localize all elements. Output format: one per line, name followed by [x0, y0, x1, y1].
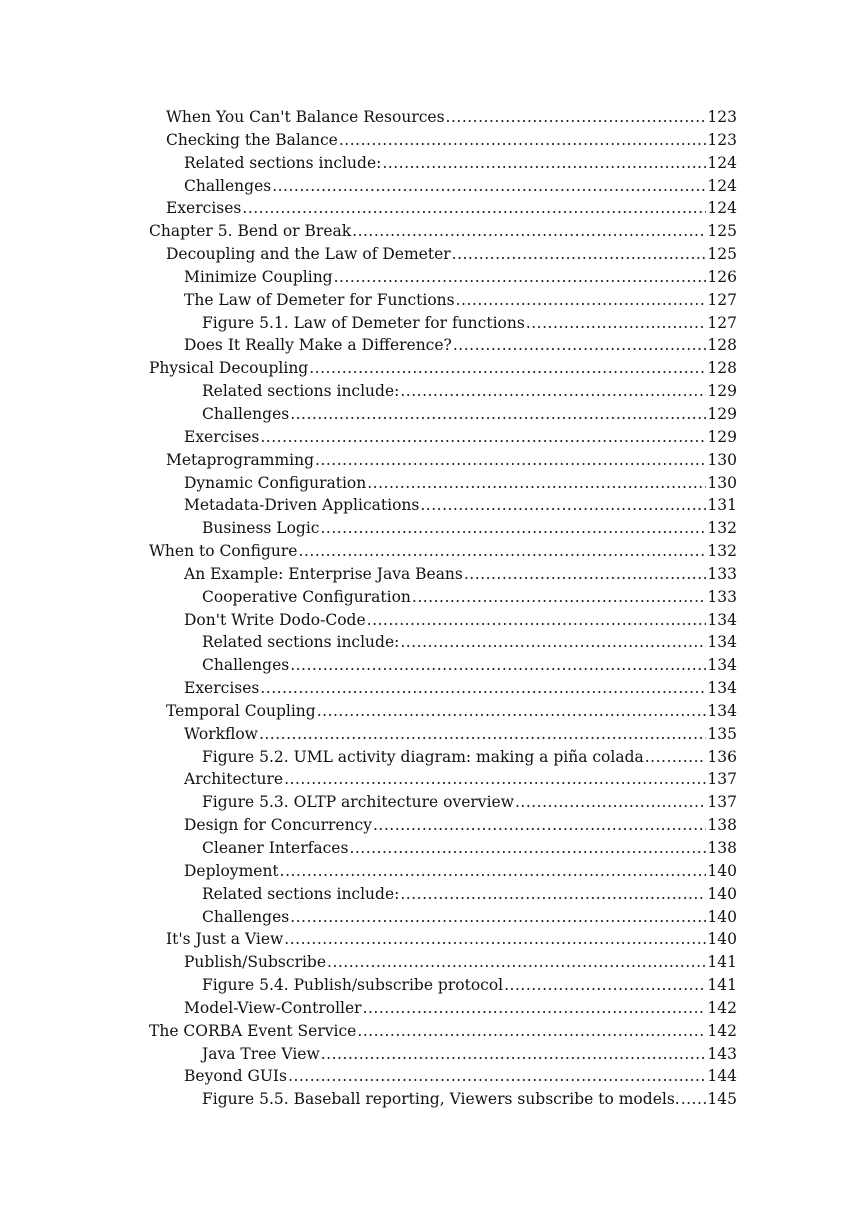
toc-entry-title: When You Can't Balance Resources [166, 108, 445, 126]
toc-entry[interactable] [149, 860, 737, 883]
toc-entry-page-number: 124 [707, 153, 737, 172]
toc-entry-title: Challenges [202, 404, 290, 423]
toc-entry[interactable] [149, 723, 737, 746]
toc-entry[interactable] [149, 312, 737, 335]
toc-entry-title: The CORBA Event Service [149, 1021, 357, 1040]
toc-entry-title: Beyond GUIs [184, 1067, 288, 1086]
toc-entry[interactable] [149, 357, 737, 380]
toc-entry-title: Does It Really Make a Difference? [184, 336, 452, 355]
toc-entry[interactable] [149, 746, 737, 769]
dot-leader [400, 631, 706, 654]
toc-entry[interactable] [149, 883, 737, 906]
toc-entry[interactable] [149, 1020, 737, 1043]
toc-entry[interactable] [149, 1088, 737, 1111]
toc-entry-title: Design for Concurrency [184, 816, 372, 835]
toc-entry-title: Figure 5.1. Law of Demeter for functions [202, 313, 525, 332]
toc-entry-title: It's Just a View [166, 930, 284, 949]
dot-leader [272, 175, 706, 198]
toc-entry-title: Figure 5.2. UML activity diagram: making a piña colada [202, 747, 644, 766]
toc-entry[interactable] [149, 266, 737, 289]
toc-entry-title: Related sections include: [202, 884, 400, 903]
toc-entry-page-number: 133 [707, 564, 737, 583]
toc-entry-title: Challenges [202, 656, 290, 675]
toc-entry[interactable] [149, 791, 737, 814]
toc-entry[interactable] [149, 586, 737, 609]
toc-entry-page-number: 131 [707, 496, 737, 515]
toc-entry[interactable] [149, 654, 737, 677]
toc-entry[interactable] [149, 974, 737, 997]
dot-leader [357, 1020, 706, 1043]
toc-entry-title: When to Configure [149, 542, 298, 561]
toc-entry[interactable] [149, 700, 737, 723]
toc-entry-title: Java Tree View [202, 1044, 320, 1063]
dot-leader [367, 472, 706, 495]
dot-leader [453, 334, 707, 357]
toc-entry-title: Cooperative Configuration [202, 587, 411, 606]
toc-entry[interactable] [149, 243, 737, 266]
toc-entry[interactable] [149, 220, 737, 243]
toc-entry[interactable] [149, 906, 737, 929]
toc-entry-title: Figure 5.3. OLTP architecture overview [202, 793, 514, 812]
toc-entry[interactable] [149, 1043, 737, 1066]
toc-entry[interactable] [149, 152, 737, 175]
toc-entry-page-number: 129 [707, 382, 737, 401]
toc-entry-title: Cleaner Interfaces [202, 839, 349, 857]
dot-leader [456, 289, 707, 312]
dot-leader [280, 860, 707, 883]
toc-entry-page-number: 134 [707, 656, 737, 675]
dot-leader [290, 906, 706, 929]
toc-entry-title: Exercises [184, 427, 260, 446]
toc-entry-page-number: 140 [707, 930, 737, 949]
toc-entry-title: Minimize Coupling [184, 267, 333, 286]
toc-entry-title: Deployment [184, 861, 279, 880]
dot-leader [400, 883, 706, 906]
toc-entry-page-number: 140 [707, 884, 737, 903]
toc-entry-page-number: 137 [707, 770, 737, 789]
toc-entry[interactable] [149, 426, 737, 449]
toc-entry-page-number: 123 [707, 130, 737, 149]
dot-leader [446, 106, 707, 129]
toc-entry-page-number: 124 [707, 176, 737, 195]
dot-leader [382, 152, 706, 175]
dot-leader [298, 540, 706, 563]
dot-leader [284, 928, 706, 951]
dot-leader [367, 609, 707, 632]
toc-entry-page-number: 134 [707, 679, 737, 698]
dot-leader [259, 723, 706, 746]
toc-entry-title: Related sections include: [202, 382, 400, 401]
dot-leader [363, 997, 707, 1020]
toc-entry[interactable] [149, 677, 737, 700]
toc-entry-page-number: 132 [707, 542, 737, 561]
toc-entry[interactable] [149, 472, 737, 495]
toc-entry[interactable] [149, 517, 737, 540]
dot-leader [515, 791, 706, 814]
toc-entry[interactable] [149, 631, 737, 654]
toc-entry[interactable] [149, 1065, 737, 1088]
toc-entry[interactable] [149, 997, 737, 1020]
toc-entry[interactable] [149, 380, 737, 403]
dot-leader [260, 677, 706, 700]
toc-entry-page-number: 143 [707, 1044, 737, 1063]
dot-leader [526, 312, 707, 335]
toc-entry[interactable] [149, 449, 737, 472]
toc-entry-page-number: 129 [707, 427, 737, 446]
toc-entry-title: Exercises [166, 199, 242, 218]
toc-entry-page-number: 126 [707, 267, 737, 286]
toc-entry-page-number: 141 [707, 976, 737, 995]
toc-entry[interactable] [149, 609, 737, 632]
dot-leader [315, 449, 706, 472]
toc-entry-title: Challenges [184, 176, 272, 195]
dot-leader [681, 1088, 707, 1111]
toc-entry-title: Challenges [202, 907, 290, 926]
toc-entry-title: Checking the Balance [166, 130, 338, 149]
toc-entry-page-number: 140 [707, 861, 737, 880]
toc-entry-page-number: 127 [707, 313, 737, 332]
toc-entry-page-number: 134 [707, 610, 737, 629]
dot-leader [317, 700, 707, 723]
toc-entry-page-number: 132 [707, 519, 737, 538]
dot-leader [412, 586, 707, 609]
toc-entry[interactable] [149, 129, 737, 152]
table-of-contents [149, 106, 737, 1111]
dot-leader [321, 1043, 707, 1066]
toc-entry-page-number: 130 [707, 473, 737, 492]
toc-entry[interactable] [149, 289, 737, 312]
toc-entry-title: Related sections include: [184, 153, 382, 172]
toc-entry[interactable] [149, 563, 737, 586]
dot-leader [504, 974, 706, 997]
toc-entry-title: Architecture [184, 770, 284, 789]
toc-entry-page-number: 134 [707, 701, 737, 720]
dot-leader [334, 266, 707, 289]
dot-leader [288, 1065, 706, 1088]
toc-entry[interactable] [149, 540, 737, 563]
toc-entry[interactable] [149, 106, 737, 129]
toc-entry-title: Metaprogramming [166, 450, 315, 469]
toc-entry-page-number: 138 [707, 816, 737, 835]
dot-leader [464, 563, 707, 586]
toc-entry-page-number: 145 [707, 1090, 737, 1109]
toc-entry[interactable] [149, 768, 737, 791]
toc-entry-page-number: 129 [707, 404, 737, 423]
toc-entry-page-number: 128 [707, 359, 737, 378]
toc-entry-title: Model-View-Controller [184, 998, 362, 1017]
toc-entry-title: Don't Write Dodo-Code [184, 610, 366, 629]
toc-entry-title: Workflow [184, 724, 258, 743]
toc-entry-title: Related sections include: [202, 633, 400, 652]
toc-entry-title: Exercises [184, 679, 260, 698]
toc-entry-page-number: 137 [707, 793, 737, 812]
dot-leader [290, 654, 706, 677]
dot-leader [645, 746, 707, 769]
dot-leader [290, 403, 706, 426]
toc-entry-title: The Law of Demeter for Functions [184, 290, 455, 309]
toc-entry-page-number: 144 [707, 1067, 737, 1086]
dot-leader [284, 768, 706, 791]
toc-entry-page-number: 134 [707, 633, 737, 652]
toc-entry-title: Business Logic [202, 519, 320, 538]
dot-leader [452, 243, 707, 266]
toc-entry-page-number: 141 [707, 953, 737, 972]
toc-entry[interactable] [149, 951, 737, 974]
toc-entry-title: Metadata-Driven Applications [184, 496, 420, 515]
dot-leader [320, 517, 706, 540]
toc-entry-title: Figure 5.4. Publish/subscribe protocol [202, 976, 504, 995]
dot-leader [400, 380, 706, 403]
toc-entry-title: Decoupling and the Law of Demeter [166, 245, 451, 264]
toc-entry-title: Figure 5.5. Baseball reporting, Viewers subscribe to models. [202, 1090, 680, 1109]
toc-entry-title: Publish/Subscribe [184, 953, 327, 972]
dot-leader [420, 494, 706, 517]
toc-entry[interactable] [149, 175, 737, 198]
toc-entry-page-number: 142 [707, 1021, 737, 1040]
dot-leader [242, 197, 706, 220]
toc-entry-page-number: 125 [707, 222, 737, 241]
toc-entry-page-number: 124 [707, 199, 737, 218]
toc-entry[interactable] [149, 197, 737, 220]
toc-entry-page-number: 125 [707, 245, 737, 264]
toc-entry-title: Temporal Coupling [166, 701, 316, 720]
dot-leader [309, 357, 706, 380]
dot-leader [339, 129, 707, 152]
dot-leader [327, 951, 706, 974]
dot-leader [260, 426, 706, 449]
toc-entry-page-number: 136 [707, 747, 737, 766]
toc-entry-page-number: 142 [707, 998, 737, 1017]
toc-entry-page-number: 140 [707, 907, 737, 926]
toc-entry-page-number: 135 [707, 724, 737, 743]
dot-leader [349, 837, 706, 860]
toc-entry[interactable] [149, 837, 737, 860]
toc-entry-title: Dynamic Configuration [184, 473, 367, 492]
toc-entry[interactable] [149, 928, 737, 951]
toc-entry-page-number: 127 [707, 290, 737, 309]
toc-entry-page-number: 133 [707, 587, 737, 606]
toc-entry[interactable] [149, 494, 737, 517]
toc-entry[interactable] [149, 334, 737, 357]
toc-entry-page-number: 123 [707, 108, 737, 126]
toc-entry-page-number: 130 [707, 450, 737, 469]
toc-entry-page-number: 128 [707, 336, 737, 355]
dot-leader [373, 814, 706, 837]
toc-entry[interactable] [149, 403, 737, 426]
dot-leader [352, 220, 706, 243]
toc-entry-title: Chapter 5. Bend or Break [149, 222, 352, 241]
toc-entry-page-number: 138 [707, 839, 737, 857]
toc-entry-title: Physical Decoupling [149, 359, 309, 378]
toc-entry[interactable] [149, 814, 737, 837]
toc-entry-title: An Example: Enterprise Java Beans [184, 564, 463, 583]
